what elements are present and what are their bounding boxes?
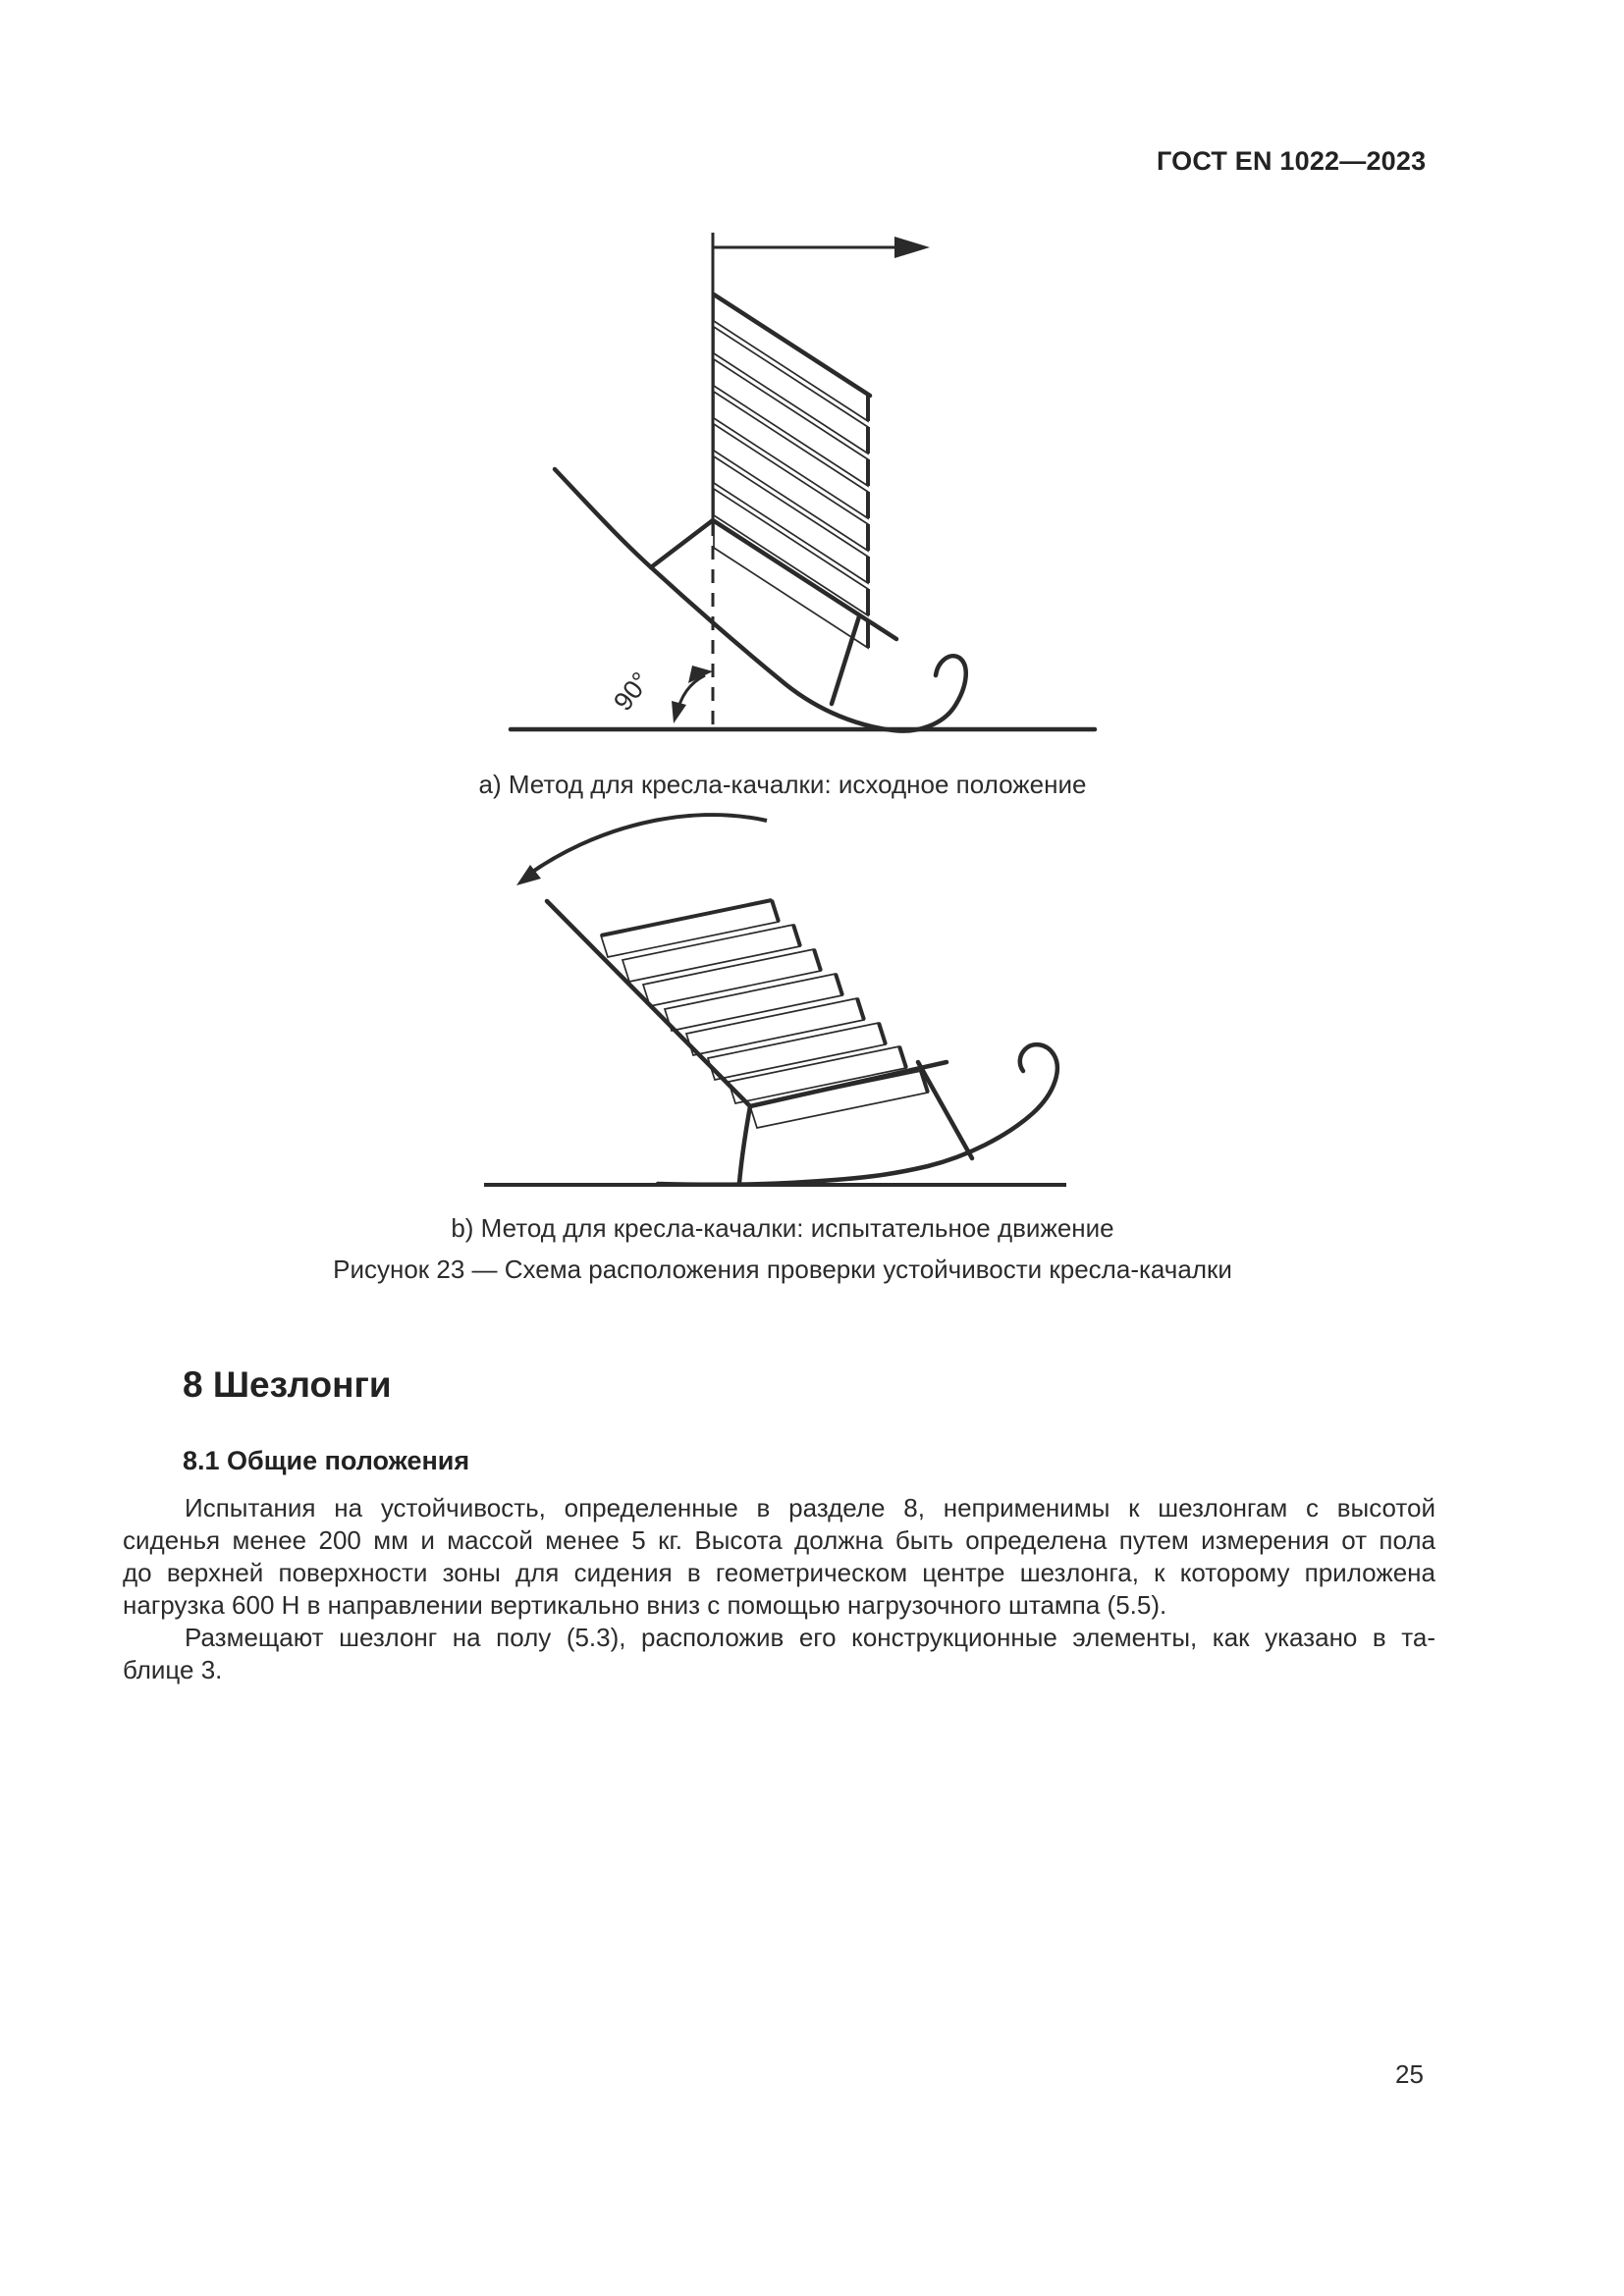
paragraph-line: Испытания на устойчивость, определенные в разделе 8, неприменимы к шезлонгам с высотой [185, 1493, 1435, 1522]
document-standard-header: ГОСТ EN 1022—2023 [1157, 146, 1427, 176]
front-leg [739, 1106, 750, 1183]
front-leg [651, 520, 713, 567]
angle-label: 90° [608, 667, 656, 717]
horizontal-direction-arrow [713, 237, 930, 258]
angle-annotation [608, 666, 713, 723]
page-number: 25 [1395, 2059, 1424, 2089]
rocking-chair-test-motion-diagram [422, 805, 1110, 1217]
figure-caption: Рисунок 23 — Схема расположения проверки устойчивости кресла-качалки [333, 1255, 1232, 1284]
body-text [123, 1492, 1435, 1686]
arrowhead-icon [894, 237, 930, 258]
section-heading: 8 Шезлонги [183, 1364, 392, 1405]
loading-pad-stack-tilted [601, 900, 928, 1128]
paragraph-line: нагрузка 600 Н в направлении вертикально вниз с помощью нагрузочного штампа (5.5). [123, 1590, 1167, 1620]
paragraph-line: Размещают шезлонг на полу (5.3), расположив его конструкционные элементы, как указано в та- [185, 1623, 1435, 1652]
rocking-motion-arrow [516, 815, 767, 885]
caption-b: b) Метод для кресла-качалки: испытательное движение [451, 1213, 1114, 1243]
rocking-chair-initial-position-diagram [447, 177, 1134, 751]
loading-pad-stack [714, 294, 870, 648]
caption-a: a) Метод для кресла-качалки: исходное положение [478, 770, 1087, 799]
angle-arrowhead-top-icon [688, 666, 713, 683]
paragraph-line: блице 3. [123, 1655, 223, 1684]
paragraph-line: до верхней поверхности зоны для сидения в геометрическом центре шезлонга, к которому приложена [123, 1558, 1435, 1587]
subsection-heading: 8.1 Общие положения [183, 1446, 470, 1475]
rear-leg [918, 1062, 972, 1158]
paragraph-line: сиденья менее 200 мм и массой менее 5 кг. Высота должна быть определена путем измерения от пола [123, 1525, 1435, 1555]
angle-arrowhead-bottom-icon [672, 701, 686, 723]
